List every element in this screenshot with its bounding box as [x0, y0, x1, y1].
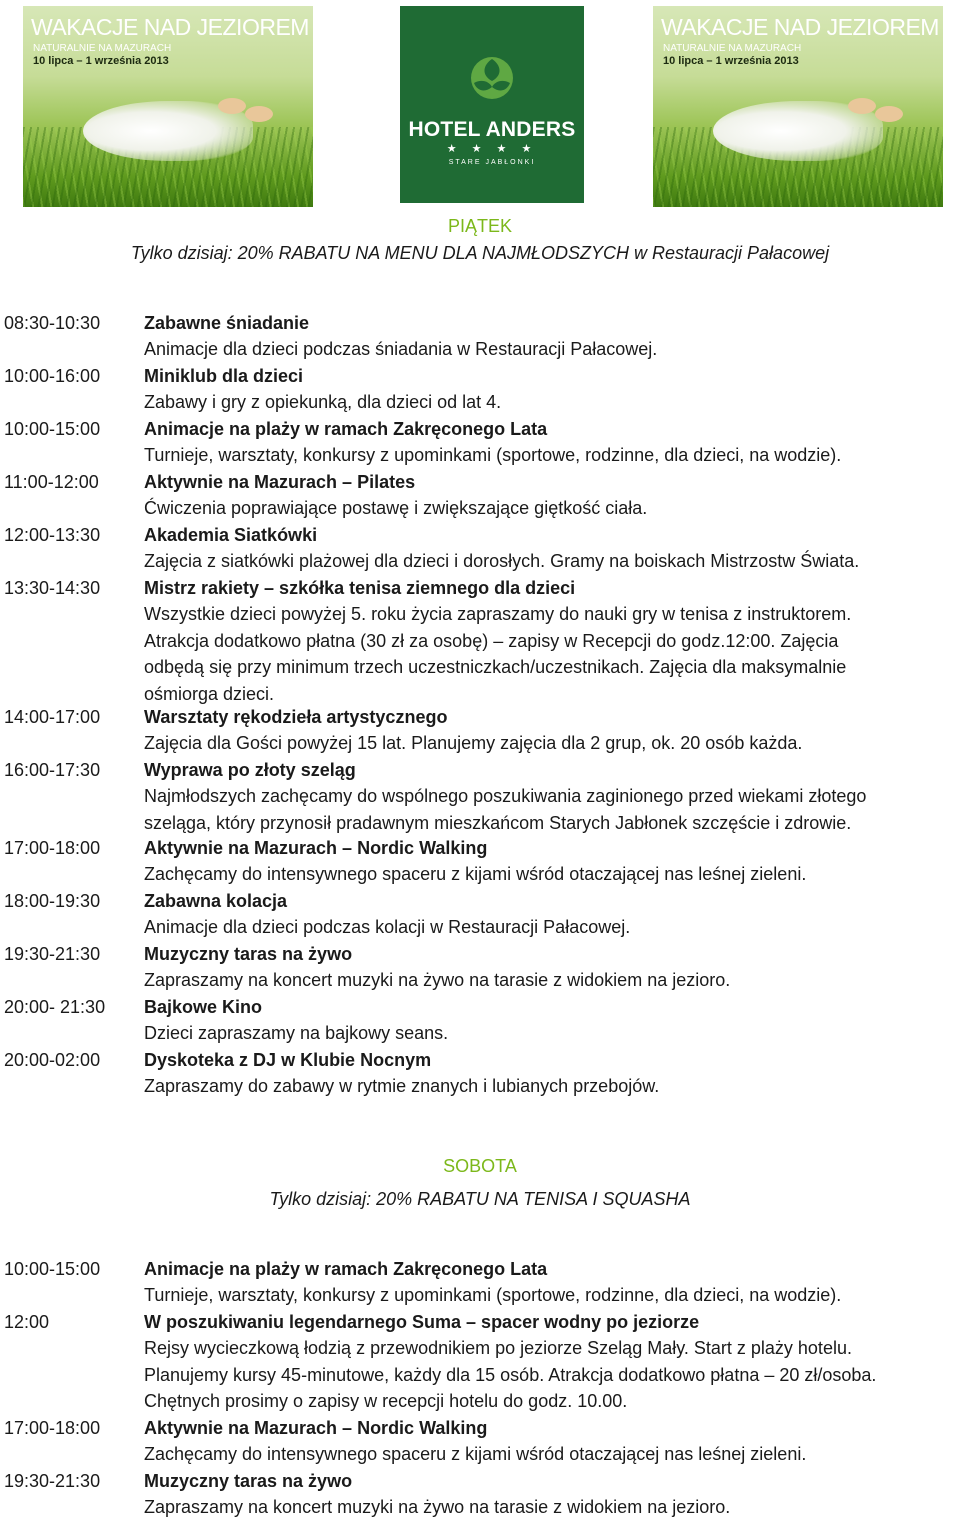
- event-description: Wszystkie dzieci powyżej 5. roku życia zapraszamy do nauki gry w tenisa z instruktorem. Atrakcja dodatkowo płatna (30 zł za osobę) – zapisy w Recepcji do godz.12:00. Zajęcia odbędą się przy minimum trzech uczestniczkach/uczestnikach. Zajęcia dla maksymalnie ośmiorga dzieci.: [144, 604, 852, 704]
- event-title: Animacje na plaży w ramach Zakręconego Lata: [144, 1259, 548, 1279]
- event-title: Warsztaty rękodzieła artystycznego: [144, 707, 448, 727]
- event-description: Zajęcia z siatkówki plażowej dla dzieci i dorosłych. Gramy na boiskach Mistrzostw Świata.: [144, 551, 860, 571]
- banner-title: WAKACJE NAD JEZIOREM: [661, 14, 939, 40]
- event-title: Muzyczny taras na żywo: [144, 1471, 353, 1491]
- banner-right: [653, 6, 943, 207]
- event-time: 20:00- 21:30: [4, 997, 106, 1017]
- event-time: 14:00-17:00: [4, 707, 101, 727]
- event-description: Ćwiczenia poprawiające postawę i zwiększające giętkość ciała.: [144, 498, 648, 518]
- leaf-emblem-icon: [469, 53, 515, 103]
- event-title: Zabawne śniadanie: [144, 313, 310, 333]
- event-time: 11:00-12:00: [4, 472, 99, 492]
- event-time: 10:00-15:00: [4, 419, 101, 439]
- banner-dates: 10 lipca – 1 września 2013: [663, 55, 799, 67]
- event-time: 17:00-18:00: [4, 1418, 101, 1438]
- promo-saturday: Tylko dzisiaj: 20% RABATU NA TENISA I SQUASHA: [269, 1189, 691, 1209]
- event-title: Miniklub dla dzieci: [144, 366, 304, 386]
- banner-subtitle: NATURALNIE NA MAZURACH: [33, 43, 172, 54]
- event-time: 18:00-19:30: [4, 891, 101, 911]
- event-time: 08:30-10:30: [4, 313, 101, 333]
- event-time: 19:30-21:30: [4, 944, 101, 964]
- hotel-name: HOTEL ANDERS: [408, 118, 576, 141]
- event-title: Akademia Siatkówki: [144, 525, 318, 545]
- event-title: Aktywnie na Mazurach – Nordic Walking: [144, 1418, 488, 1438]
- hotel-place: STARE JABŁONKI: [448, 159, 536, 166]
- event-title: Dyskoteka z DJ w Klubie Nocnym: [144, 1050, 432, 1070]
- promo-friday: Tylko dzisiaj: 20% RABATU NA MENU DLA NAJMŁODSZYCH w Restauracji Pałacowej: [130, 243, 830, 263]
- event-description: Zapraszamy na koncert muzyki na żywo na tarasie z widokiem na jezioro.: [144, 1497, 731, 1517]
- event-description: Zachęcamy do intensywnego spaceru z kijami wśród otaczającej nas leśnej zieleni.: [144, 864, 807, 884]
- event-time: 12:00: [4, 1312, 50, 1332]
- event-description: Turnieje, warsztaty, konkursy z upominkami (sportowe, rodzinne, dla dzieci, na wodzie).: [144, 445, 842, 465]
- banner-left: [23, 6, 313, 207]
- event-title: Mistrz rakiety – szkółka tenisa ziemnego dla dzieci: [144, 578, 576, 598]
- day-heading-saturday: SOBOTA: [443, 1156, 517, 1176]
- event-description: Zapraszamy na koncert muzyki na żywo na tarasie z widokiem na jezioro.: [144, 970, 731, 990]
- day-heading-friday: PIĄTEK: [447, 216, 513, 236]
- event-title: Zabawna kolacja: [144, 891, 288, 911]
- event-description: Zabawy i gry z opiekunką, dla dzieci od lat 4.: [144, 392, 502, 412]
- event-description: Zajęcia dla Gości powyżej 15 lat. Planujemy zajęcia dla 2 grup, ok. 20 osób każda.: [144, 733, 803, 753]
- event-title: Aktywnie na Mazurach – Pilates: [144, 472, 416, 492]
- event-description: Rejsy wycieczkową łodzią z przewodnikiem po jeziorze Szeląg Mały. Start z plaży hotelu. Planujemy kursy 45-minutowe, każdy dla 15 osób. Atrakcja dodatkowo płatna – 20 zł/osoba. Chętnych prosimy o zapisy w recepcji hotelu do godz. 10.00.: [144, 1338, 877, 1411]
- event-time: 10:00-16:00: [4, 366, 101, 386]
- event-description: Zapraszamy do zabawy w rytmie znanych i lubianych przebojów.: [144, 1076, 660, 1096]
- event-title: Muzyczny taras na żywo: [144, 944, 353, 964]
- event-description: Animacje dla dzieci podczas kolacji w Restauracji Pałacowej.: [144, 917, 631, 937]
- banner-dates: 10 lipca – 1 września 2013: [33, 55, 169, 67]
- event-title: Bajkowe Kino: [144, 997, 263, 1017]
- banner-subtitle: NATURALNIE NA MAZURACH: [663, 43, 802, 54]
- event-description: Turnieje, warsztaty, konkursy z upominkami (sportowe, rodzinne, dla dzieci, na wodzie).: [144, 1285, 842, 1305]
- event-time: 12:00-13:30: [4, 525, 101, 545]
- event-title: W poszukiwaniu legendarnego Suma – spacer wodny po jeziorze: [144, 1312, 700, 1332]
- event-time: 19:30-21:30: [4, 1471, 101, 1491]
- event-title: Wyprawa po złoty szeląg: [144, 760, 356, 780]
- hotel-logo: [400, 6, 584, 203]
- event-description: Dzieci zapraszamy na bajkowy seans.: [144, 1023, 449, 1043]
- banner-title: WAKACJE NAD JEZIOREM: [31, 14, 309, 40]
- event-title: Aktywnie na Mazurach – Nordic Walking: [144, 838, 488, 858]
- event-time: 10:00-15:00: [4, 1259, 101, 1279]
- event-description: Najmłodszych zachęcamy do wspólnego poszukiwania zaginionego przed wiekami złotego szeląga, który przynosił pradawnym mieszkańcom Starych Jabłonek szczęście i zdrowie.: [144, 786, 867, 833]
- event-description: Zachęcamy do intensywnego spaceru z kijami wśród otaczającej nas leśnej zieleni.: [144, 1444, 807, 1464]
- event-time: 16:00-17:30: [4, 760, 101, 780]
- event-description: Animacje dla dzieci podczas śniadania w Restauracji Pałacowej.: [144, 339, 658, 359]
- event-time: 17:00-18:00: [4, 838, 101, 858]
- event-title: Animacje na plaży w ramach Zakręconego Lata: [144, 419, 548, 439]
- hotel-stars: ★ ★ ★ ★: [446, 143, 538, 155]
- event-time: 20:00-02:00: [4, 1050, 101, 1070]
- event-time: 13:30-14:30: [4, 578, 101, 598]
